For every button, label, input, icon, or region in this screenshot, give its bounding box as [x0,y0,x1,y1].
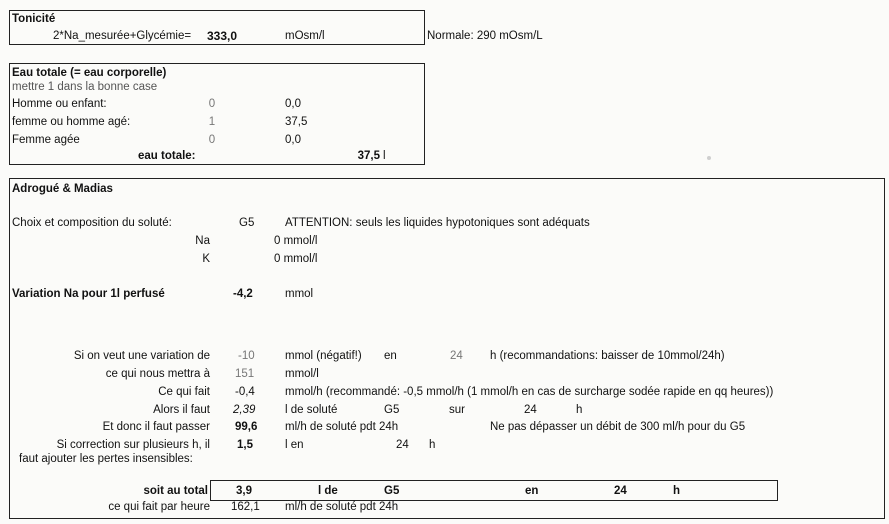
alors-value: 2,39 [233,404,256,416]
alors-sur: sur [449,404,465,416]
alors-label: Alors il faut [153,404,210,416]
total-value: 3,9 [236,485,252,497]
variation-unit: mmol [285,288,314,300]
want-hours[interactable]: 24 [450,350,463,362]
want-label: Si on veut une variation de [73,350,210,362]
total-label: soit au total [143,485,208,497]
solute-value[interactable]: G5 [239,217,255,229]
mettra-value: 151 [235,368,255,380]
heure-unit: ml/h de soluté pdt 24h [285,501,399,513]
total-unit: l de [318,485,338,497]
passer-label: Et donc il faut passer [102,421,210,433]
tonicite-unit: mOsm/l [285,30,325,42]
total-box [210,480,778,501]
correction-h: h [429,439,436,451]
alors-hours: 24 [524,404,537,416]
eau-total-unit: l [383,150,386,162]
variation-value: -4,2 [233,288,253,300]
want-reco: h (recommandations: baisser de 10mmol/24h) [490,350,725,362]
eau-title: Eau totale (= eau corporelle) [12,67,167,79]
k-value: 0 mmol/l [274,253,318,265]
adrogue-title: Adrogué & Madias [12,183,113,195]
eau-row-femme-input[interactable]: 1 [208,116,216,128]
alors-unit: l de soluté [285,404,338,416]
k-label: K [202,253,210,265]
heure-label: ce qui fait par heure [108,501,210,513]
alors-h: h [576,404,583,416]
fait-value: -0,4 [235,386,255,398]
correction-label-1: Si correction sur plusieurs h, il [56,439,210,451]
correction-en: l en [285,439,304,451]
eau-row-femme-label: femme ou homme agé: [12,116,131,128]
eau-row-homme-result: 0,0 [285,98,301,110]
correction-hours[interactable]: 24 [396,439,409,451]
total-h: h [673,485,681,497]
passer-value: 99,6 [235,421,258,433]
tonicite-value: 333,0 [207,29,238,43]
correction-value[interactable]: 1,5 [237,439,253,451]
mettra-unit: mmol/l [285,368,319,380]
variation-label: Variation Na pour 1l perfusé [12,288,165,300]
eau-row-agee-result: 0,0 [285,134,301,146]
heure-value: 162,1 [231,501,260,513]
tonicite-formula-label: 2*Na_mesurée+Glycémie= [53,30,192,42]
eau-row-agee-input[interactable]: 0 [208,134,216,146]
scan-speck [707,156,711,160]
want-unit: mmol (négatif!) [285,350,362,362]
want-value[interactable]: -10 [238,350,255,362]
tonicite-normal: Normale: 290 mOsm/L [427,30,543,42]
passer-unit: ml/h de soluté pdt 24h [285,421,399,433]
total-solute: G5 [384,485,400,497]
na-label: Na [195,235,210,247]
tonicite-title: Tonicité [12,13,56,25]
fait-text: mmol/h (recommandé: -0,5 mmol/h (1 mmol/h en cas de surcharge sodée rapide en qq heures)) [285,386,774,398]
na-value: 0 mmol/l [274,235,318,247]
eau-row-homme-label: Homme ou enfant: [12,98,107,110]
eau-row-femme-result: 37,5 [285,116,308,128]
alors-solute: G5 [384,404,400,416]
attention-text: ATTENTION: seuls les liquides hypotoniques sont adéquats [285,217,590,229]
eau-row-homme-input[interactable]: 0 [208,98,216,110]
fait-label: Ce qui fait [158,386,210,398]
want-en: en [384,350,397,362]
eau-hint: mettre 1 dans la bonne case [12,81,158,93]
total-en: en [525,485,539,497]
passer-warning: Ne pas dépasser un débit de 300 ml/h pour du G5 [490,421,746,433]
eau-row-agee-label: Femme agée [12,134,80,146]
correction-label-2: faut ajouter les pertes insensibles: [19,453,193,465]
solute-label: Choix et composition du soluté: [12,217,172,229]
mettra-label: ce qui nous mettra à [105,368,210,380]
total-hours: 24 [614,485,627,497]
eau-total-label: eau totale: [138,150,196,162]
eau-total-value: 37,5 [357,150,380,162]
